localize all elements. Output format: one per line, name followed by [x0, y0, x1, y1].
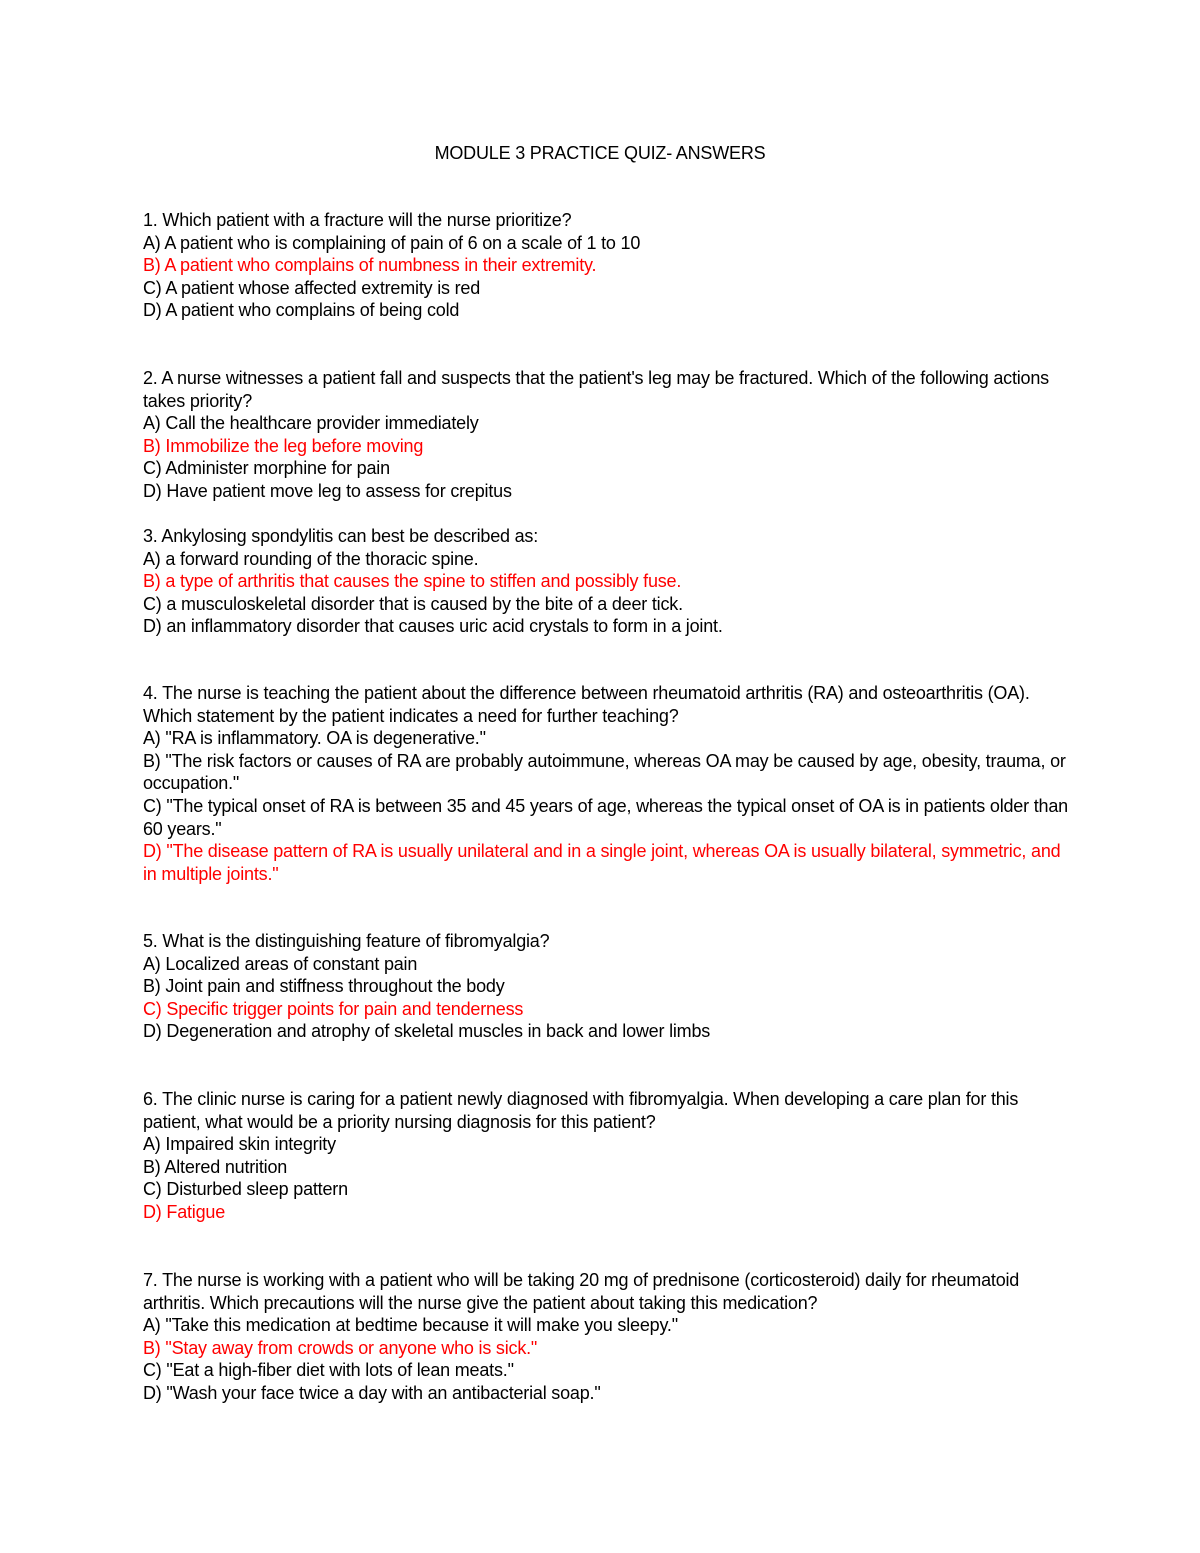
option-d: D) Degeneration and atrophy of skeletal muscles in back and lower limbs [143, 1021, 711, 1042]
question-stem: 6. The clinic nurse is caring for a patient newly diagnosed with fibromyalgia. When developing a care plan for this patient, what would be a priority nursing diagnosis for this patient? [143, 1089, 1019, 1132]
question-stem: 4. The nurse is teaching the patient about the difference between rheumatoid arthritis (RA) and osteoarthritis (OA). Which statement by the patient indicates a need for further teaching? [143, 683, 1030, 726]
page-title: MODULE 3 PRACTICE QUIZ- ANSWERS [434, 143, 766, 163]
option-a: A) Call the healthcare provider immediately [143, 413, 479, 434]
option-b-correct-answer: B) a type of arthritis that causes the spine to stiffen and possibly fuse. [143, 571, 682, 592]
option-a: A) a forward rounding of the thoracic spine. [143, 548, 479, 569]
option-c: C) "The typical onset of RA is between 35 and 45 years of age, whereas the typical onset of OA is in patients older than 60 years." [143, 795, 1068, 839]
option-b: B) Altered nutrition [143, 1156, 288, 1177]
option-a: A) Impaired skin integrity [143, 1134, 336, 1155]
option-c: C) Disturbed sleep pattern [143, 1179, 348, 1200]
option-d-correct-answer: D) "The disease pattern of RA is usually unilateral and in a single joint, whereas OA is usually bilateral, symmetric, and in multiple joints." [143, 841, 1061, 884]
option-b-correct-answer: B) Immobilize the leg before moving [143, 435, 424, 456]
option-c: C) A patient whose affected extremity is red [143, 277, 481, 298]
question-4 [143, 682, 1073, 885]
option-d: D) an inflammatory disorder that causes uric acid crystals to form in a joint. [143, 616, 723, 637]
option-b: B) "The risk factors or causes of RA are probably autoimmune, whereas OA may be caused by age, obesity, trauma, or occupation." [143, 750, 1066, 794]
option-b: B) Joint pain and stiffness throughout the body [143, 976, 505, 997]
option-a: A) "Take this medication at bedtime because it will make you sleepy." [143, 1315, 678, 1336]
option-a: A) A patient who is complaining of pain of 6 on a scale of 1 to 10 [143, 232, 641, 253]
question-3 [143, 525, 1073, 638]
question-7 [143, 1269, 1073, 1405]
question-stem: 1. Which patient with a fracture will the nurse prioritize? [143, 210, 572, 230]
question-stem: 7. The nurse is working with a patient who will be taking 20 mg of prednisone (corticosteroid) daily for rheumatoid arthritis. Which precautions will the nurse give the patient about taking this medication? [143, 1270, 1020, 1313]
option-a: A) "RA is inflammatory. OA is degenerative." [143, 728, 486, 749]
question-1 [143, 209, 1073, 322]
question-stem: 3. Ankylosing spondylitis can best be described as: [143, 526, 539, 546]
option-d: D) "Wash your face twice a day with an antibacterial soap." [143, 1382, 601, 1403]
option-d-correct-answer: D) Fatigue [143, 1201, 226, 1222]
option-d: D) A patient who complains of being cold [143, 300, 460, 321]
question-5 [143, 930, 1073, 1043]
question-stem: 5. What is the distinguishing feature of fibromyalgia? [143, 931, 550, 951]
question-2 [143, 367, 1073, 503]
option-b-correct-answer: B) A patient who complains of numbness in their extremity. [143, 255, 597, 276]
question-stem: 2. A nurse witnesses a patient fall and suspects that the patient's leg may be fractured. Which of the following actions takes priority? [143, 368, 1049, 411]
option-d: D) Have patient move leg to assess for crepitus [143, 480, 512, 501]
question-6 [143, 1088, 1073, 1224]
option-c: C) a musculoskeletal disorder that is caused by the bite of a deer tick. [143, 593, 683, 614]
option-c: C) "Eat a high-fiber diet with lots of lean meats." [143, 1360, 514, 1381]
option-c: C) Administer morphine for pain [143, 458, 390, 479]
option-a: A) Localized areas of constant pain [143, 953, 418, 974]
option-c-correct-answer: C) Specific trigger points for pain and tenderness [143, 998, 524, 1019]
option-b-correct-answer: B) "Stay away from crowds or anyone who is sick." [143, 1337, 538, 1358]
